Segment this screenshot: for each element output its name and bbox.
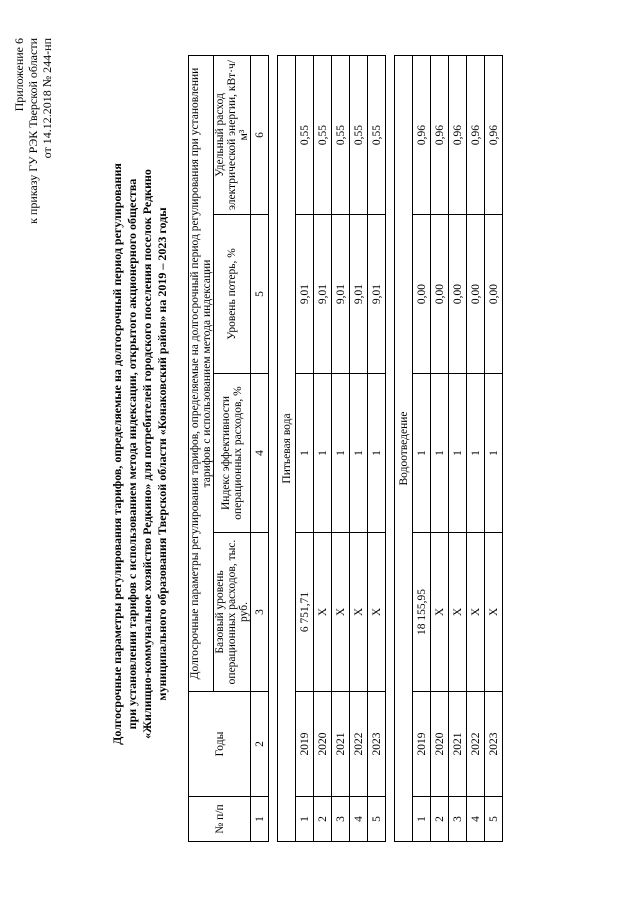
row-energy-use: 0,96	[485, 56, 503, 215]
row-energy-use: 0,96	[413, 56, 431, 215]
row-loss-level: 0,00	[413, 215, 431, 374]
row-energy-use: 0,55	[296, 56, 314, 215]
row-energy-use: 0,96	[467, 56, 485, 215]
title-line: муниципального образования Тверской области «Конаковский район» на 2019 – 2023 годы	[155, 207, 169, 701]
annex-date: от 14.12.2018 № 244-нп	[40, 38, 54, 159]
header-efficiency-index: Индекс эффективности операционных расходов, %	[214, 374, 251, 533]
section-wastewater: Водоотведение	[395, 56, 413, 842]
annex-reference	[12, 38, 54, 224]
row-efficiency-index: 1	[485, 374, 503, 533]
row-year: 2020	[431, 692, 449, 797]
row-loss-level: 9,01	[314, 215, 332, 374]
row-base-opex: 6 751,71	[296, 533, 314, 692]
row-num: 3	[332, 797, 350, 842]
row-year: 2023	[485, 692, 503, 797]
table-row	[449, 56, 467, 842]
row-efficiency-index: 1	[314, 374, 332, 533]
row-energy-use: 0,96	[449, 56, 467, 215]
colnum: 2	[251, 692, 269, 797]
annex-number: Приложение 6	[12, 38, 26, 112]
spacer	[386, 56, 395, 842]
row-loss-level: 9,01	[368, 215, 386, 374]
row-num: 2	[314, 797, 332, 842]
row-efficiency-index: 1	[350, 374, 368, 533]
row-energy-use: 0,96	[431, 56, 449, 215]
spacer	[269, 56, 278, 842]
row-num: 3	[449, 797, 467, 842]
row-year: 2021	[449, 692, 467, 797]
row-loss-level: 0,00	[431, 215, 449, 374]
header-years: Годы	[189, 692, 251, 797]
row-year: 2019	[296, 692, 314, 797]
row-energy-use: 0,55	[350, 56, 368, 215]
parameters-table	[188, 55, 503, 842]
row-efficiency-index: 1	[449, 374, 467, 533]
table-row	[350, 56, 368, 842]
colnum: 3	[251, 533, 269, 692]
colnum: 5	[251, 215, 269, 374]
header-num: № п/п	[189, 797, 251, 842]
header-loss-level: Уровень потерь, %	[214, 215, 251, 374]
annex-order: к приказу ГУ РЭК Тверской области	[26, 38, 40, 224]
header-energy-use: Удельный расход электрической энергии, кВт·ч/м³	[214, 56, 251, 215]
colnum: 6	[251, 56, 269, 215]
row-base-opex: X	[332, 533, 350, 692]
row-num: 5	[368, 797, 386, 842]
row-loss-level: 9,01	[350, 215, 368, 374]
table-row	[368, 56, 386, 842]
row-year: 2019	[413, 692, 431, 797]
row-num: 4	[467, 797, 485, 842]
row-base-opex: X	[485, 533, 503, 692]
table-row	[296, 56, 314, 842]
wastewater-rows	[413, 56, 503, 842]
title-line: Долгосрочные параметры регулирования тарифов, определяемые на долгосрочный период регулирования	[110, 163, 124, 745]
row-efficiency-index: 1	[467, 374, 485, 533]
row-num: 5	[485, 797, 503, 842]
row-num: 2	[431, 797, 449, 842]
row-base-opex: 18 155,95	[413, 533, 431, 692]
row-year: 2021	[332, 692, 350, 797]
row-year: 2020	[314, 692, 332, 797]
row-base-opex: X	[368, 533, 386, 692]
row-year: 2023	[368, 692, 386, 797]
header-group: Долгосрочные параметры регулирования тарифов, определяемые на долгосрочный период регулирования при установлении тарифов с использованием метода индексации	[189, 56, 214, 692]
section-drinking-water: Питьевая вода	[278, 56, 296, 842]
row-num: 1	[296, 797, 314, 842]
row-loss-level: 9,01	[296, 215, 314, 374]
table-row	[332, 56, 350, 842]
row-efficiency-index: 1	[296, 374, 314, 533]
table-row	[314, 56, 332, 842]
row-year: 2022	[350, 692, 368, 797]
row-efficiency-index: 1	[368, 374, 386, 533]
table-row	[467, 56, 485, 842]
row-energy-use: 0,55	[314, 56, 332, 215]
row-base-opex: X	[449, 533, 467, 692]
document-title	[110, 84, 170, 824]
row-num: 4	[350, 797, 368, 842]
table-row	[485, 56, 503, 842]
row-loss-level: 0,00	[467, 215, 485, 374]
header-base-opex: Базовый уровень операционных расходов, тыс. руб.	[214, 533, 251, 692]
row-base-opex: X	[350, 533, 368, 692]
colnum: 4	[251, 374, 269, 533]
row-efficiency-index: 1	[431, 374, 449, 533]
row-year: 2022	[467, 692, 485, 797]
row-loss-level: 0,00	[449, 215, 467, 374]
row-efficiency-index: 1	[332, 374, 350, 533]
row-base-opex: X	[431, 533, 449, 692]
row-loss-level: 9,01	[332, 215, 350, 374]
title-line: при установлении тарифов с использованием метода индексации, открытого акционерного общества	[125, 178, 139, 730]
colnum: 1	[251, 797, 269, 842]
row-efficiency-index: 1	[413, 374, 431, 533]
row-base-opex: X	[314, 533, 332, 692]
row-loss-level: 0,00	[485, 215, 503, 374]
row-energy-use: 0,55	[332, 56, 350, 215]
row-base-opex: X	[467, 533, 485, 692]
table-row	[413, 56, 431, 842]
row-energy-use: 0,55	[368, 56, 386, 215]
row-num: 1	[413, 797, 431, 842]
drinking-water-rows	[296, 56, 386, 842]
column-numbers-row	[251, 56, 269, 842]
table-row	[431, 56, 449, 842]
title-line: «Жилищно-коммунальное хозяйство Редкино» для потребителей городского поселения поселок Редкино	[140, 169, 154, 739]
